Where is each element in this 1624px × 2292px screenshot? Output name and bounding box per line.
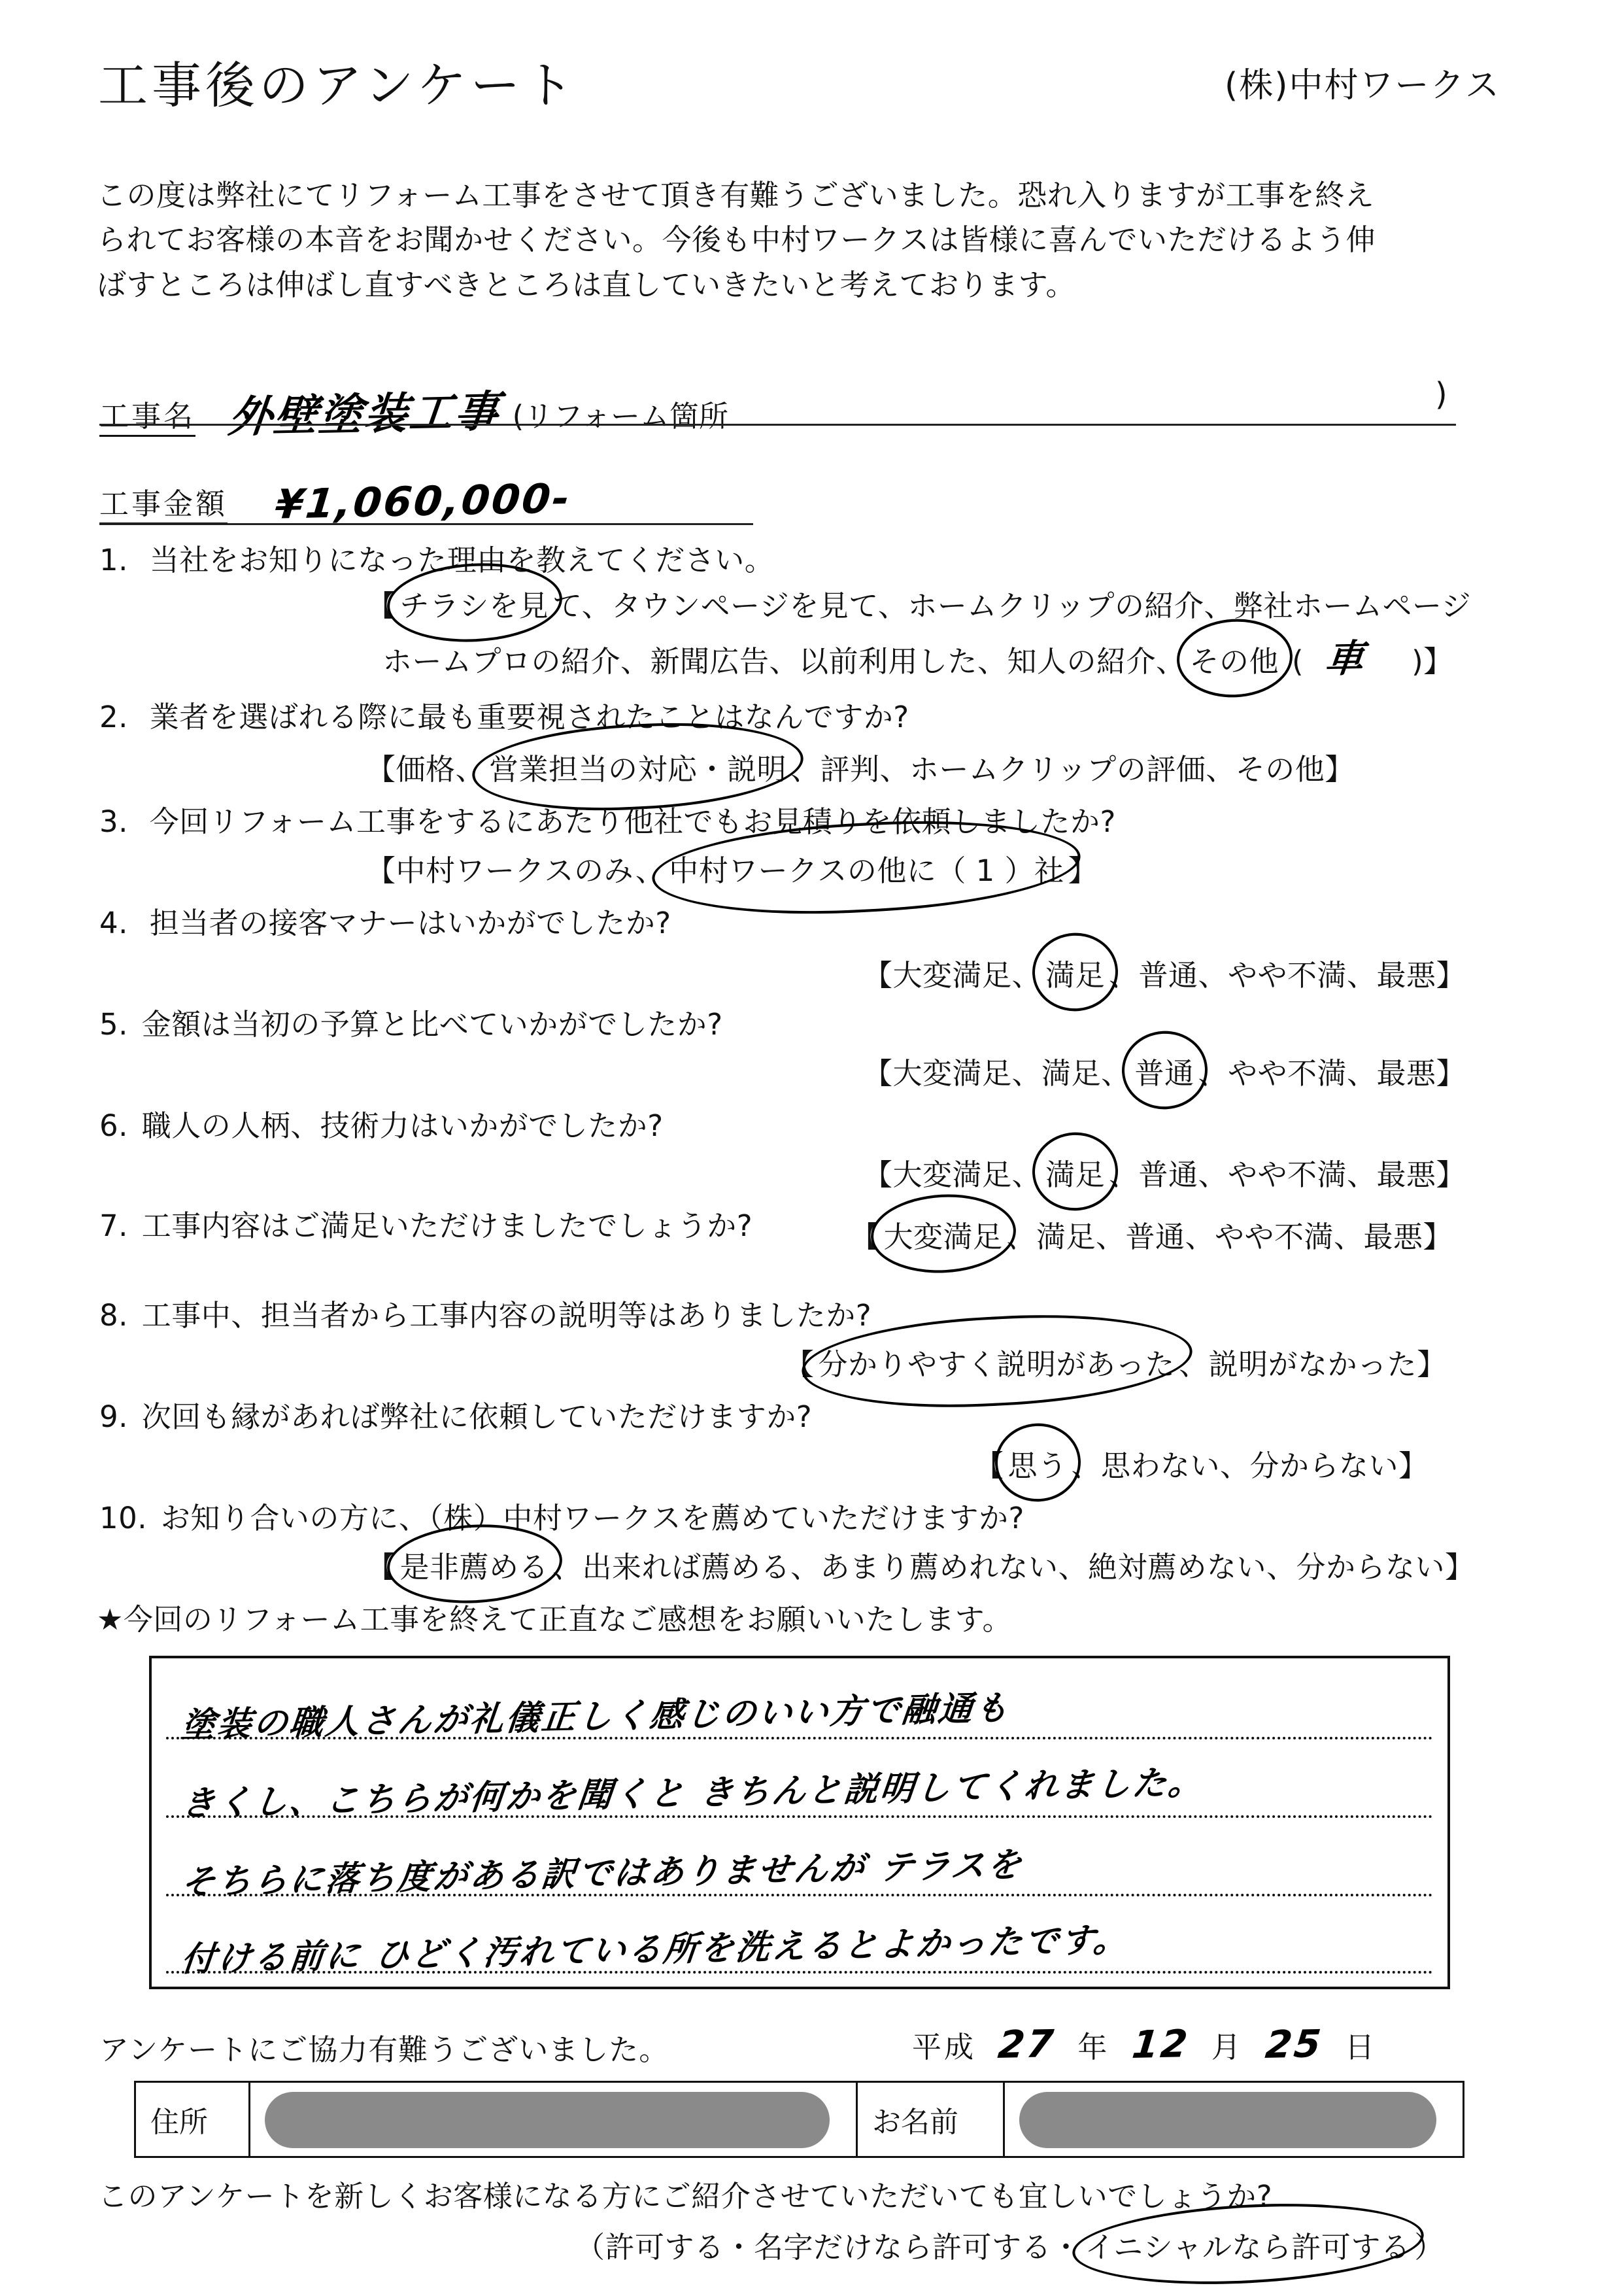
free-comment-line-1: 塗装の職人さんが礼儀正しく感じのいい方で融通も: [179, 1688, 1013, 1745]
question-8: [99, 1291, 871, 1334]
q4-selected-option[interactable]: 満足: [1041, 951, 1109, 994]
q9-options-pre: 【: [974, 1448, 1004, 1483]
question-4-text: 担当者の接客マナーはいかがでしたか?: [149, 906, 671, 940]
page-header: [98, 46, 1536, 118]
q7-selected-option[interactable]: 大変満足: [880, 1213, 1007, 1256]
question-7-text: 工事内容はご満足いただけましたでしょうか?: [141, 1208, 753, 1243]
q1-other-handwritten-value: 車: [1323, 636, 1368, 681]
q8-selected-option[interactable]: 分かりやすく説明があった: [815, 1341, 1179, 1383]
q9-selected-option[interactable]: 思う: [1004, 1442, 1072, 1484]
work-amount-label: 工事金額: [99, 487, 228, 524]
q9-options-post[interactable]: 、思わない、分からない】: [1071, 1448, 1429, 1483]
q5-options-post[interactable]: 、やや不満、最悪】: [1198, 1056, 1466, 1091]
question-1-text: 当社をお知りになった理由を教えてください。: [149, 543, 775, 577]
permission-options-post: ）: [1414, 2230, 1444, 2265]
q2-options-post[interactable]: 、評判、ホームクリップの評価、その他】: [790, 752, 1355, 787]
intro-line-1: この度は弊社にてリフォーム工事をさせて頂き有難うございました。恐れ入りますが工事を終え: [97, 178, 1375, 213]
question-3-options: [366, 847, 1098, 889]
question-9-options: [974, 1442, 1429, 1484]
free-comment-line-4: 付ける前に ひどく汚れている所を洗えるとよかったです。: [179, 1920, 1132, 1979]
q1-other-paren-open: (: [1292, 644, 1304, 679]
question-10: [99, 1494, 1024, 1537]
question-6: [99, 1102, 664, 1144]
customer-name-value-field[interactable]: [1005, 2083, 1463, 2156]
q1-opt-bracket-open: 【: [366, 589, 396, 623]
q8-options-pre: 【: [785, 1347, 815, 1382]
question-5-text: 金額は当初の予算と比べていかがでしたか?: [141, 1007, 723, 1042]
question-1-number: 1.: [99, 543, 128, 577]
q1-other-paren-close: )】: [1412, 644, 1453, 679]
q3-selected-option[interactable]: 中村ワークスの他に（ 1 ）社: [665, 847, 1068, 889]
work-name-underline: [99, 424, 1456, 426]
question-2: [99, 693, 909, 736]
q2-options-pre[interactable]: 【価格、: [366, 752, 486, 787]
q7-options-pre: 【: [850, 1220, 880, 1254]
q6-options-post[interactable]: 、普通、やや不満、最悪】: [1109, 1157, 1466, 1192]
address-value-field[interactable]: [250, 2083, 858, 2156]
question-7-number: 7.: [99, 1208, 128, 1243]
free-comment-box[interactable]: [149, 1656, 1450, 1989]
name-redaction: [1019, 2092, 1436, 2148]
date-year: 27: [996, 2021, 1058, 2067]
address-label: 住所: [136, 2083, 250, 2156]
q1-selected-option-other[interactable]: その他: [1186, 638, 1283, 680]
permission-options: [575, 2223, 1444, 2266]
address-redaction: [265, 2092, 830, 2148]
question-10-text: お知り合いの方に、（株）中村ワークスを薦めていただけますか?: [160, 1501, 1024, 1535]
question-10-number: 10.: [99, 1501, 148, 1535]
permission-selected-option[interactable]: イニシャルなら許可する: [1081, 2223, 1415, 2266]
q7-options-post[interactable]: 、満足、普通、やや不満、最悪】: [1006, 1220, 1453, 1254]
question-9: [99, 1393, 812, 1435]
q2-selected-option[interactable]: 営業担当の対応・説明: [485, 745, 790, 788]
free-comment-prompt: ★今回のリフォーム工事を終えて正直なご感想をお願いいたします。: [97, 1602, 1012, 1637]
day-unit: 日: [1345, 2030, 1378, 2064]
customer-name-label: お名前: [858, 2083, 1005, 2156]
question-4-number: 4.: [99, 906, 128, 940]
year-unit: 年: [1077, 2030, 1110, 2064]
question-3-number: 3.: [99, 804, 128, 839]
company-name: (株)中村ワークス: [1224, 66, 1500, 105]
q6-options-pre[interactable]: 【大変満足、: [863, 1157, 1042, 1192]
question-6-options: [863, 1151, 1466, 1193]
question-2-number: 2.: [99, 700, 128, 734]
q1-other-options-1[interactable]: て、タウンページを見て、ホームクリップの紹介、弊社ホームページ: [552, 589, 1472, 623]
q3-options-post: 】: [1068, 853, 1098, 888]
intro-line-3: ばすところは伸ばし直すべきところは直していきたいと考えております。: [97, 267, 1076, 302]
page-title: 工事後のアンケート: [98, 56, 578, 114]
date-line: [912, 2022, 1377, 2066]
q5-options-pre[interactable]: 【大変満足、満足、: [863, 1056, 1131, 1091]
work-name-suffix: (リフォーム箇所: [512, 399, 728, 434]
question-7: [99, 1202, 753, 1244]
work-amount-value: ¥1,060,000-: [273, 474, 574, 528]
question-2-text: 業者を選ばれる際に最も重要視されたことはなんですか?: [149, 700, 909, 734]
permission-options-pre[interactable]: （許可する・名字だけなら許可する・: [575, 2230, 1081, 2265]
intro-line-2: られてお客様の本音をお聞かせください。今後も中村ワークスは皆様に喜んでいただけるよう伸: [97, 222, 1376, 258]
question-1-options-line-2: [382, 628, 1453, 683]
q5-selected-option[interactable]: 普通: [1131, 1050, 1198, 1092]
work-amount-underline: [99, 523, 753, 525]
q1-other-options-2[interactable]: ホームプロの紹介、新聞広告、以前利用した、知人の紹介、: [382, 644, 1186, 679]
q6-selected-option[interactable]: 満足: [1041, 1151, 1109, 1193]
question-1: [99, 536, 774, 579]
q4-options-pre[interactable]: 【大変満足、: [863, 958, 1042, 993]
question-6-text: 職人の人柄、技術力はいかがでしたか?: [141, 1108, 664, 1143]
question-8-text: 工事中、担当者から工事内容の説明等はありましたか?: [141, 1298, 872, 1333]
question-6-number: 6.: [99, 1108, 128, 1143]
question-5-number: 5.: [99, 1007, 128, 1042]
closing-question: このアンケートを新しくお客様になる方にご紹介させていただいても宜しいでしょうか?: [98, 2179, 1273, 2214]
q8-options-post[interactable]: 、説明がなかった】: [1179, 1347, 1447, 1382]
customer-info-table: [134, 2081, 1464, 2158]
question-4-options: [863, 951, 1466, 994]
question-1-options-line-1: [366, 582, 1471, 624]
question-4: [99, 899, 671, 942]
question-10-options: [366, 1543, 1475, 1586]
date-day: 25: [1263, 2021, 1325, 2067]
intro-paragraph: [97, 173, 1529, 307]
thanks-message: アンケートにご協力有難うございました。: [99, 2032, 669, 2067]
q10-options-pre: 【: [366, 1550, 396, 1584]
question-2-options: [366, 745, 1355, 788]
question-7-options: [850, 1213, 1453, 1256]
question-3: [99, 798, 1116, 840]
work-name-value: 外壁塗装工事: [226, 386, 503, 443]
q10-selected-option[interactable]: 是非薦める: [396, 1543, 553, 1586]
q4-options-post[interactable]: 、普通、やや不満、最悪】: [1109, 958, 1466, 993]
question-3-text: 今回リフォーム工事をするにあたり他社でもお見積りを依頼しましたか?: [149, 804, 1116, 839]
free-comment-line-3: そちらに落ち度がある訳ではありませんが テラスを: [179, 1845, 1025, 1902]
date-month: 12: [1130, 2021, 1191, 2067]
q1-selected-option[interactable]: チラシを見: [396, 582, 553, 624]
q3-options-pre[interactable]: 【中村ワークスのみ、: [366, 853, 666, 888]
work-amount-row: [99, 474, 574, 528]
work-name-paren-close: ): [1435, 376, 1447, 413]
month-unit: 月: [1211, 2030, 1243, 2064]
question-5: [99, 1001, 723, 1043]
question-9-number: 9.: [99, 1399, 128, 1434]
question-9-text: 次回も縁があれば弊社に依頼していただけますか?: [141, 1399, 813, 1434]
question-8-number: 8.: [99, 1298, 128, 1333]
question-8-options: [785, 1341, 1447, 1383]
work-name-label: 工事名: [99, 399, 195, 437]
free-comment-line-2: きくし、こちらが何かを聞くと きちんと説明してくれました。: [179, 1763, 1207, 1824]
question-5-options: [863, 1050, 1466, 1092]
work-name-row: [99, 379, 728, 441]
q10-options-post[interactable]: 、出来れば薦める、あまり薦めれない、絶対薦めない、分からない】: [552, 1550, 1475, 1584]
era-label: 平成: [912, 2030, 977, 2064]
